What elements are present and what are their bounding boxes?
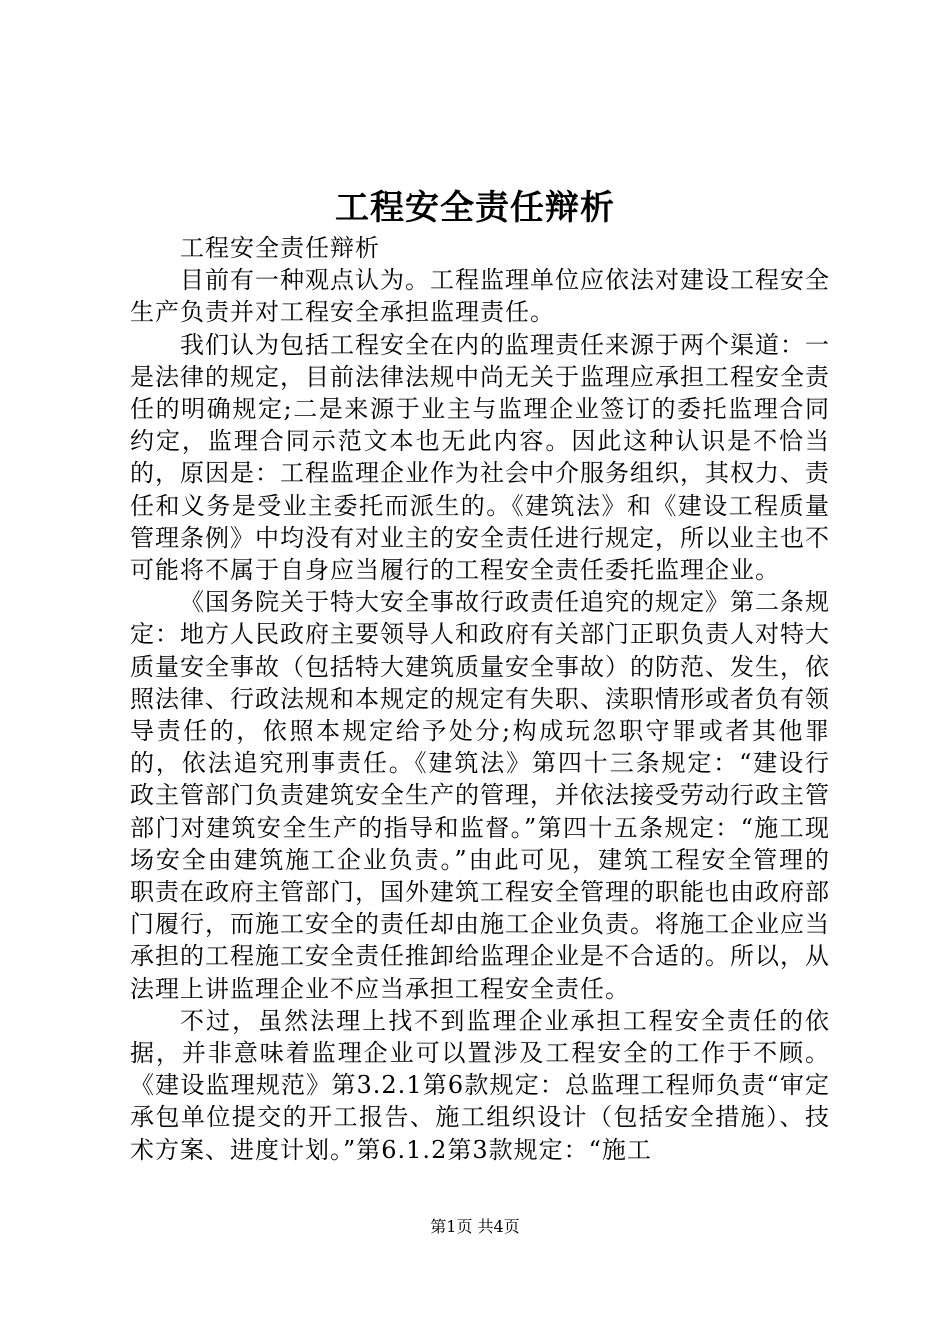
paragraph: 《国务院关于特大安全事故行政责任追究的规定》第二条规定：地方人民政府主要领导人和政府有关部门正职负责人对特大质量安全事故（包括特大建筑质量安全事故）的防范、发生，依照法律、行政法规和本规定的规定有失职、渎职情形或者负有领导责任的，依照本规定给予处分;构成玩忽职守罪或者其他罪的，依法追究刑事责任。《建筑法》第四十三条规定：“建设行政主管部门负责建筑安全生产的管理，并依法接受劳动行政主管部门对建筑安全生产的指导和监督。”第四十五条规定：“施工现场安全由建筑施工企业负责。”由此可见，建筑工程安全管理的职责在政府主管部门，国外建筑工程安全管理的职能也由政府部门履行，而施工安全的责任却由施工企业负责。将施工企业应当承担的工程施工安全责任推卸给监理企业是不合适的。所以，从法理上讲监理企业不应当承担工程安全责任。 bbox=[130, 588, 830, 1003]
page-number-footer: 第1页 共4页 bbox=[430, 1217, 520, 1236]
paragraph-heading: 工程安全责任辩析 bbox=[180, 234, 380, 262]
document-title: 工程安全责任辩析 bbox=[335, 188, 615, 228]
paragraph: 不过，虽然法理上找不到监理企业承担工程安全责任的依据，并非意味着监理企业可以置涉及工程安全的工作于不顾。《建设监理规范》第3.2.1第6款规定：总监理工程师负责“审定承包单位提交的开工报告、施工组织设计（包括安全措施）、技术方案、进度计划。”第6.1.2第3款规定：“施工 bbox=[130, 1006, 830, 1164]
paragraph: 我们认为包括工程安全在内的监理责任来源于两个渠道：一是法律的规定，目前法律法规中尚无关于监理应承担工程安全责任的明确规定;二是来源于业主与监理企业签订的委托监理合同约定，监理合同示范文本也无此内容。因此这种认识是不恰当的，原因是：工程监理企业作为社会中介服务组织，其权力、责任和义务是受业主委托而派生的。《建筑法》和《建设工程质量管理条例》中均没有对业主的安全责任进行规定，所以业主也不可能将不属于自身应当履行的工程安全责任委托监理企业。 bbox=[130, 330, 830, 585]
document-body bbox=[130, 232, 830, 1166]
paragraph: 目前有一种观点认为。工程监理单位应依法对建设工程安全生产负责并对工程安全承担监理责任。 bbox=[130, 266, 830, 327]
